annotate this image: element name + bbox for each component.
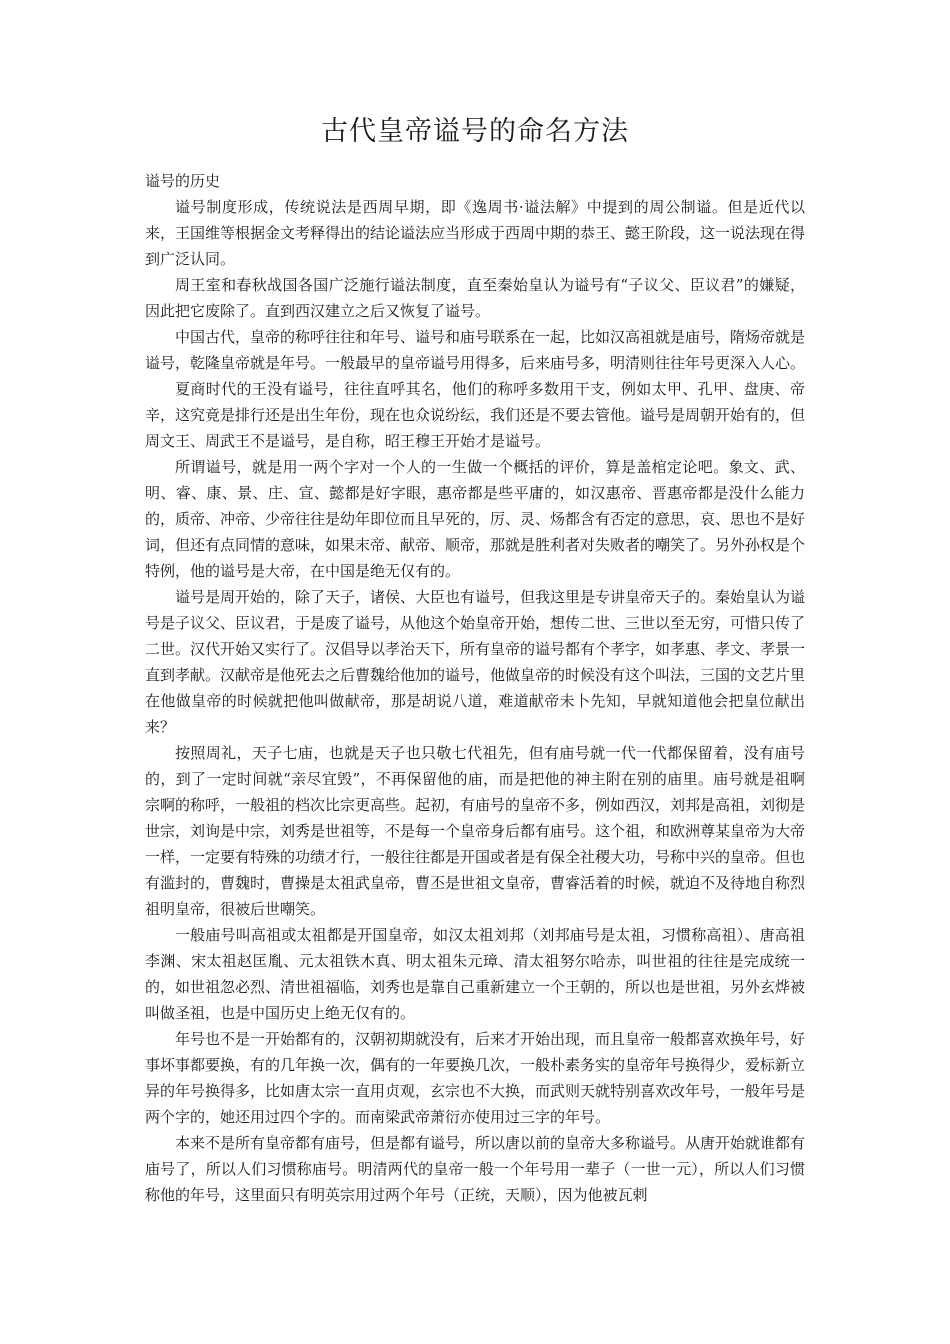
paragraph-8: 一般庙号叫高祖或太祖都是开国皇帝，如汉太祖刘邦（刘邦庙号是太祖，习惯称高祖）、唐高祖李渊、宋太祖赵匡胤、元太祖铁木真、明太祖朱元璋、清太祖努尔哈赤，叫世祖的往往是完成统一的，如世祖忽必烈、清世祖福临，刘秀也是靠自己重新建立一个王朝的，所以也是世祖，另外玄烨被叫做圣祖，也是中国历史上绝无仅有的。 [145,926,806,1022]
paragraph-3: 中国古代，皇帝的称呼往往和年号、谥号和庙号联系在一起，比如汉高祖就是庙号，隋炀帝就是谥号，乾隆皇帝就是年号。一般最早的皇帝谥号用得多，后来庙号多，明清则往往年号更深入人心。 [145,328,806,372]
document-page [145,112,805,1208]
paragraph-2: 周王室和春秋战国各国广泛施行谥法制度，直至秦始皇认为谥号有“子议父、臣议君”的嫌疑，因此把它废除了。直到西汉建立之后又恢复了谥号。 [145,276,805,320]
paragraph-9: 年号也不是一开始都有的，汉朝初期就没有，后来才开始出现，而且皇帝一般都喜欢换年号，好事坏事都要换，有的几年换一次，偶有的一年要换几次，一般朴素务实的皇帝年号换得少，爱标新立异的年号换得多，比如唐太宗一直用贞观，玄宗也不大换，而武则天就特别喜欢改年号，一般年号是两个字的，她还用过四个字的。而南梁武帝萧衍亦使用过三字的年号。 [145,1030,806,1126]
section-heading: 谥号的历史 [145,172,221,190]
paragraph-10: 本来不是所有皇帝都有庙号，但是都有谥号，所以唐以前的皇帝大多称谥号。从唐开始就谁都有庙号了，所以人们习惯称庙号。明清两代的皇帝一般一个年号用一辈子（一世一元），所以人们习惯称他的年号，这里面只有明英宗用过两个年号（正统，天顺），因为他被瓦剌 [145,1134,806,1204]
paragraph-4: 夏商时代的王没有谥号，往往直呼其名，他们的称呼多数用干支，例如太甲、孔甲、盘庚、帝辛，这究竟是排行还是出生年份，现在也众说纷纭，我们还是不要去管他。谥号是周朝开始有的，但周文王、周武王不是谥号，是自称，昭王穆王开始才是谥号。 [145,380,806,450]
paragraph-6: 谥号是周开始的，除了天子，诸侯、大臣也有谥号，但我这里是专讲皇帝天子的。秦始皇认为谥号是子议父、臣议君，于是废了谥号，从他这个始皇帝开始，想传二世、三世以至无穷，可惜只传了二世。汉代开始又实行了。汉倡导以孝治天下，所有皇帝的谥号都有个孝字，如孝惠、孝文、孝景一直到孝献。汉献帝是他死去之后曹魏给他加的谥号，他做皇帝的时候没有这个叫法，三国的文艺片里在他做皇帝的时候就把他叫做献帝，那是胡说八道，难道献帝未卜先知，早就知道他会把皇位献出来？ [145,588,806,736]
paragraph-7: 按照周礼，天子七庙，也就是天子也只敬七代祖先，但有庙号就一代一代都保留着，没有庙号的，到了一定时间就“亲尽宜毁”，不再保留他的庙，而是把他的神主附在别的庙里。庙号就是祖啊宗啊的称呼，一般祖的档次比宗更高些。起初，有庙号的皇帝不多，例如西汉，刘邦是高祖，刘彻是世宗，刘询是中宗，刘秀是世祖等，不是每一个皇帝身后都有庙号。这个祖，和欧洲尊某皇帝为大帝一样，一定要有特殊的功绩才行，一般往往都是开国或者是有保全社稷大功，号称中兴的皇帝。但也有滥封的，曹魏时，曹操是太祖武皇帝，曹丕是世祖文皇帝，曹睿活着的时候，就迫不及待地自称烈祖明皇帝，很被后世嘲笑。 [145,744,806,918]
page-title: 古代皇帝谥号的命名方法 [321,116,629,147]
paragraph-1: 谥号制度形成，传统说法是西周早期，即《逸周书·谥法解》中提到的周公制谥。但是近代以来，王国维等根据金文考释得出的结论谥法应当形成于西周中期的恭王、懿王阶段，这一说法现在得到广泛认同。 [145,198,806,268]
paragraph-5: 所谓谥号，就是用一两个字对一个人的一生做一个概括的评价，算是盖棺定论吧。象文、武、明、睿、康、景、庄、宣、懿都是好字眼，惠帝都是些平庸的，如汉惠帝、晋惠帝都是没什么能力的，质帝、冲帝、少帝往往是幼年即位而且早死的，厉、灵、炀都含有否定的意思，哀、思也不是好词，但还有点同情的意味，如果末帝、献帝、顺帝，那就是胜利者对失败者的嘲笑了。另外孙权是个特例，他的谥号是大帝，在中国是绝无仅有的。 [145,458,806,580]
